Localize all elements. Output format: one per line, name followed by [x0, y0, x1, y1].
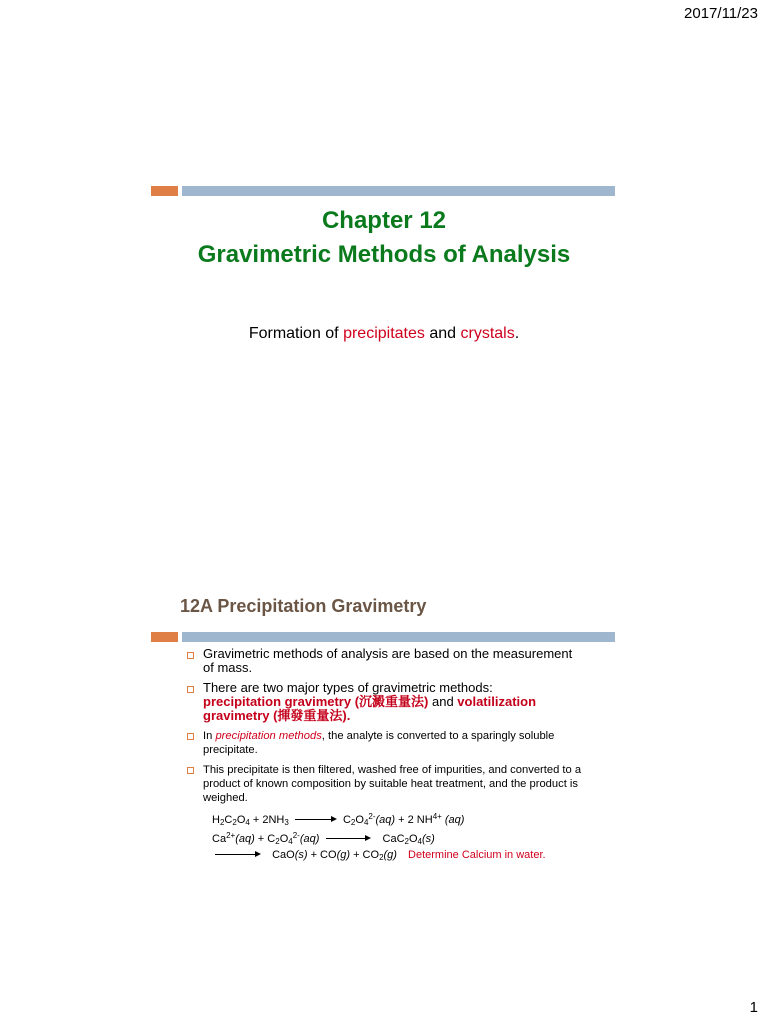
- term-precipitation-gravimetry: precipitation gravimetry (沉澱重量法): [203, 694, 429, 709]
- subtitle-suffix: .: [514, 325, 520, 342]
- bullet-text: There are two major types of gravimetric methods:: [203, 680, 493, 695]
- eq-subscript: 4: [245, 818, 250, 827]
- eq-symbol: CaC: [382, 833, 405, 845]
- bullet-item: [186, 681, 586, 723]
- equation-calcination: [215, 848, 546, 865]
- eq-subscript: 2: [379, 853, 384, 862]
- eq-superscript: 2-: [368, 812, 376, 821]
- square-bullet-icon: [187, 767, 194, 774]
- eq-subscript: 4: [363, 818, 369, 827]
- slide2-accent-bar: [151, 632, 178, 642]
- eq-state: (g): [336, 849, 351, 861]
- square-bullet-icon: [187, 652, 194, 659]
- eq-symbol: Ca: [212, 833, 227, 845]
- eq-subscript: 2: [404, 837, 409, 846]
- eq-operator: + CO: [350, 849, 380, 861]
- eq-operator: +: [249, 814, 263, 826]
- bullet-item: [186, 729, 586, 757]
- bullet-in: In: [203, 730, 216, 742]
- eq-subscript: 2: [232, 818, 237, 827]
- bullet-text: This precipitate is then filtered, washed free of impurities, and converted to a product of known composition by suitable heat treatment, and the product is weighed.: [203, 764, 582, 804]
- eq-operator: + 2 NH: [395, 814, 433, 826]
- eq-state: (aq): [441, 814, 465, 826]
- equation-note: Determine Calcium in water.: [408, 849, 546, 861]
- eq-symbol: C: [224, 814, 233, 826]
- square-bullet-icon: [187, 733, 194, 740]
- slide2-bullet-list: [186, 647, 586, 811]
- eq-subscript: 4: [417, 837, 422, 846]
- eq-subscript: 3: [284, 818, 289, 827]
- term-precipitation-methods: precipitation methods: [215, 730, 322, 742]
- reaction-arrow-icon: [326, 835, 371, 843]
- slide1-title-chapter: Chapter 12: [321, 207, 447, 234]
- subtitle-prefix: Formation of: [248, 325, 344, 342]
- slide1-subtitle: [0, 325, 768, 343]
- eq-subscript: 4: [288, 837, 293, 846]
- eq-state: (g): [383, 849, 397, 861]
- eq-symbol: O: [236, 814, 246, 826]
- eq-symbol: O: [279, 833, 289, 845]
- eq-state: (aq): [375, 814, 396, 826]
- eq-subscript: 2: [275, 837, 280, 846]
- eq-symbol: O: [355, 814, 364, 826]
- bullet-and: and: [428, 694, 458, 709]
- slide1-divider-bar: [182, 186, 615, 196]
- reaction-arrow-icon: [295, 816, 337, 824]
- equation-calcium-oxalate: [212, 829, 435, 849]
- eq-symbol: C: [342, 814, 351, 826]
- eq-superscript: 2-: [292, 831, 300, 840]
- eq-operator: + C: [254, 833, 276, 845]
- eq-symbol: 2NH: [262, 814, 285, 826]
- subtitle-term-crystals: crystals: [460, 325, 515, 342]
- term-volatilization-gravimetry: volatilization gravimetry (揮發重量法): [203, 694, 537, 723]
- eq-operator: + CO: [307, 849, 337, 861]
- header-date: 2017/11/23: [684, 5, 758, 22]
- eq-superscript: 2+: [226, 831, 236, 840]
- eq-superscript: 4+: [432, 812, 442, 821]
- eq-symbol: CaO: [272, 849, 295, 861]
- slide1-title-topic: Gravimetric Methods of Analysis: [197, 241, 571, 268]
- slide2-section-title: 12A Precipitation Gravimetry: [180, 596, 427, 616]
- eq-state: (aq): [235, 833, 255, 845]
- eq-subscript: 2: [350, 818, 356, 827]
- slide1-accent-bar: [151, 186, 178, 196]
- slide2-divider-bar: [182, 632, 615, 642]
- square-bullet-icon: [187, 686, 194, 693]
- bullet-item: [186, 763, 586, 805]
- bullet-text: Gravimetric methods of analysis are based on the measurement of mass.: [203, 646, 573, 675]
- bullet-period: .: [346, 708, 351, 723]
- equation-oxalic-ammonia: [212, 810, 464, 830]
- eq-subscript: 2: [219, 818, 225, 827]
- bullet-text: , the analyte is converted to a sparingly soluble precipitate.: [203, 730, 555, 756]
- eq-symbol: H: [212, 814, 220, 826]
- bullet-item: [186, 647, 586, 675]
- subtitle-middle: and: [424, 325, 461, 342]
- eq-state: (s): [422, 833, 435, 845]
- page-number: 1: [749, 999, 758, 1016]
- eq-symbol: O: [408, 833, 418, 845]
- reaction-arrow-icon: [215, 851, 261, 859]
- eq-state: (aq): [299, 833, 320, 845]
- eq-state: (s): [294, 849, 308, 861]
- subtitle-term-precipitates: precipitates: [343, 325, 425, 342]
